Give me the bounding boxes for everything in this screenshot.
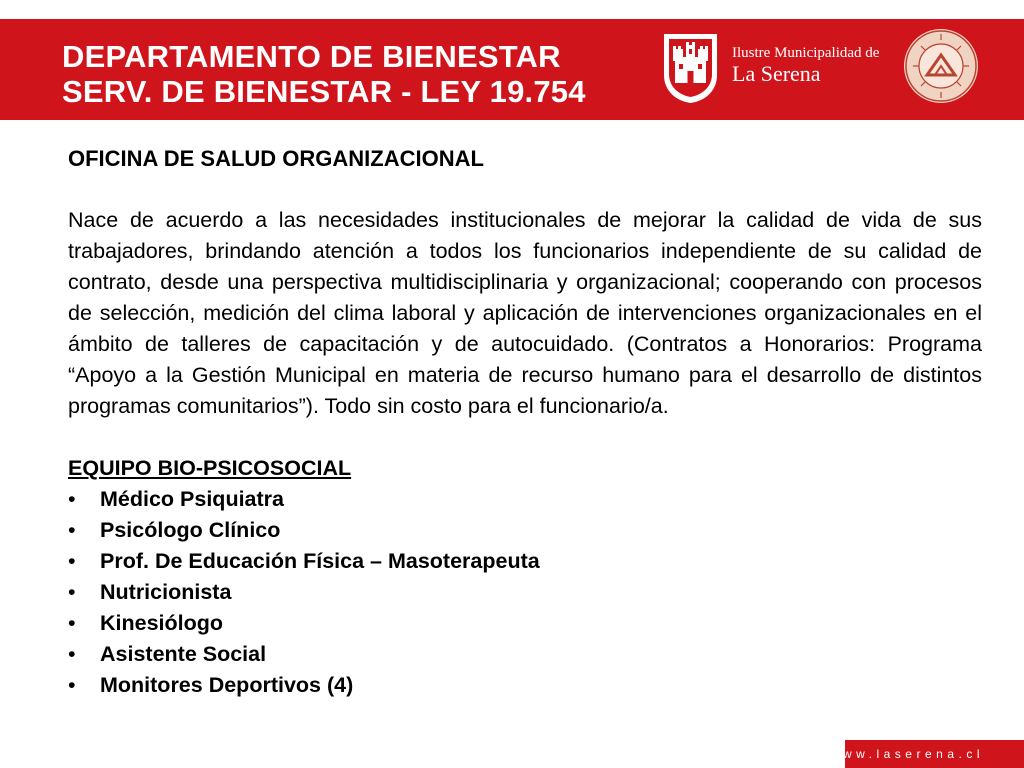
list-item bbox=[68, 546, 982, 577]
bullet-icon: • bbox=[68, 518, 76, 542]
team-member: Monitores Deportivos (4) bbox=[100, 673, 354, 697]
bullet-icon: • bbox=[68, 580, 76, 604]
bullet-icon: • bbox=[68, 487, 76, 511]
team-title: EQUIPO BIO-PSICOSOCIAL bbox=[68, 456, 352, 480]
list-item bbox=[68, 577, 982, 608]
team-list bbox=[68, 484, 982, 701]
municipal-crest-icon bbox=[661, 31, 720, 105]
page-title-line1: DEPARTAMENTO DE BIENESTAR bbox=[62, 39, 561, 74]
page-title-line2: SERV. DE BIENESTAR - LEY 19.754 bbox=[62, 74, 586, 109]
bullet-icon: • bbox=[68, 673, 76, 697]
header-banner bbox=[0, 19, 1024, 120]
team-member: Nutricionista bbox=[100, 580, 232, 604]
footer-url: www.laserena.cl bbox=[829, 747, 984, 761]
footer-bar bbox=[829, 740, 1024, 768]
page-title bbox=[62, 39, 586, 109]
description-paragraph: Nace de acuerdo a las necesidades institucionales de mejorar la calidad de vida de sus trabajadores, brindando atención a todos los funcionarios independiente de su calidad de contrato, desde una perspectiva multidisciplinaria y organizacional; cooperando con procesos de selección, medición del clima laboral y aplicación de intervenciones organizacionales en el ámbito de talleres de capacitación y de autocuidado. (Contratos a Honorarios: Programa “Apoyo a la Gestión Municipal en materia de recurso humano para el desarrollo de distintos programas comunitarios”). Todo sin costo para el funcionario/a. bbox=[68, 208, 982, 418]
team-member: Prof. De Educación Física – Masoterapeuta bbox=[100, 549, 540, 573]
municipality-name-line1: Ilustre Municipalidad de bbox=[732, 45, 880, 61]
team-member: Psicólogo Clínico bbox=[100, 518, 281, 542]
bullet-icon: • bbox=[68, 642, 76, 666]
municipality-name-line2: La Serena bbox=[732, 61, 821, 86]
municipality-name bbox=[732, 44, 879, 86]
list-item bbox=[68, 608, 982, 639]
team-member: Kinesiólogo bbox=[100, 611, 224, 635]
bullet-icon: • bbox=[68, 549, 76, 573]
list-item bbox=[68, 515, 982, 546]
bullet-icon: • bbox=[68, 611, 76, 635]
team-member: Asistente Social bbox=[100, 642, 267, 666]
team-member: Médico Psiquiatra bbox=[100, 487, 284, 511]
section-title: OFICINA DE SALUD ORGANIZACIONAL bbox=[68, 146, 484, 171]
list-item bbox=[68, 639, 982, 670]
list-item bbox=[68, 670, 982, 701]
accreditation-seal-icon bbox=[903, 28, 979, 104]
main-content bbox=[68, 143, 982, 701]
list-item bbox=[68, 484, 982, 515]
